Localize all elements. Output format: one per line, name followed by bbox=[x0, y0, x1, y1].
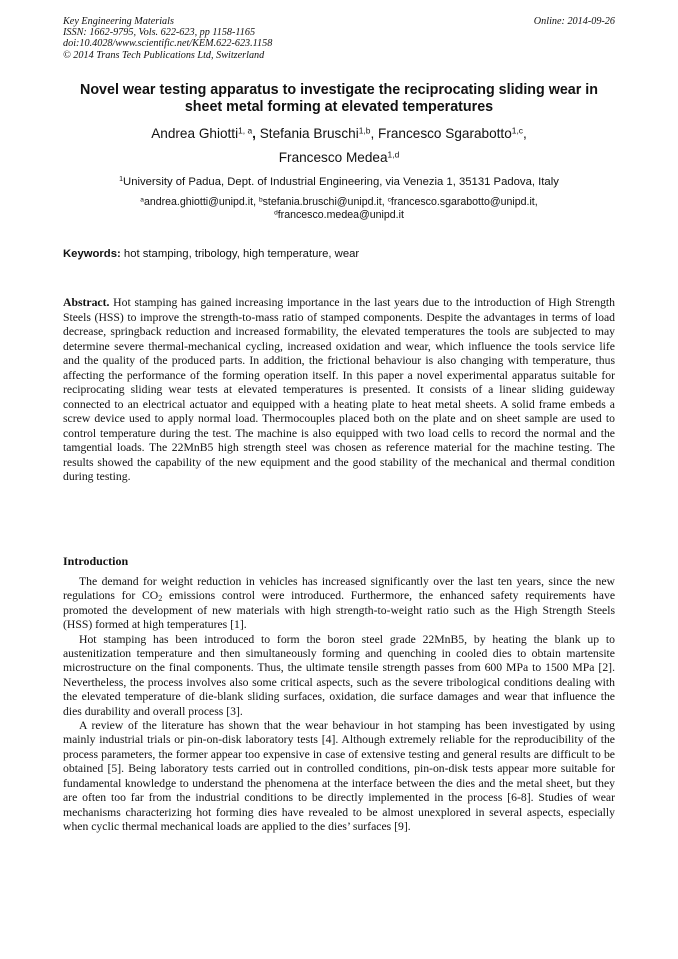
keywords bbox=[63, 247, 615, 261]
author-name: Stefania Bruschi bbox=[259, 126, 359, 141]
email-superscript: b bbox=[258, 196, 263, 204]
author-superscript: 1, a bbox=[238, 125, 253, 136]
keywords-label: Keywords: bbox=[63, 248, 121, 260]
paragraph-text: The demand for weight reduction in vehicles has increased significantly over the last ten years, since the new regulations for CO bbox=[63, 575, 615, 603]
paper-title: Novel wear testing apparatus to investigate the reciprocating sliding wear in sheet metal forming at elevated temperatures bbox=[80, 82, 598, 115]
author-name: Francesco Sgarabotto bbox=[378, 126, 512, 141]
author-superscript: 1,c bbox=[511, 125, 524, 136]
email-superscript: d bbox=[274, 208, 278, 216]
author-superscript: 1,b bbox=[358, 125, 371, 136]
introduction-heading: Introduction bbox=[63, 554, 129, 568]
email-link[interactable]: francesco.sgarabotto@unipd.it bbox=[390, 196, 535, 208]
subscript: 2 bbox=[158, 594, 163, 604]
author-list: Andrea Ghiotti$^{1, a}$, Stefania Bruschi$^{1,b}$, Francesco Sgarabotto$^{1,c}$, Francesco Medea$^{1,d}$ bbox=[151, 125, 527, 165]
email-link[interactable]: francesco.medea@unipd.it bbox=[277, 208, 404, 221]
author-name: Francesco Medea bbox=[278, 150, 388, 165]
affiliation bbox=[63, 175, 615, 189]
journal-name: Key Engineering Materials bbox=[63, 16, 174, 27]
email-link[interactable]: andrea.ghiotti@unipd.it bbox=[143, 196, 254, 208]
email-superscript: a bbox=[140, 196, 144, 204]
copyright-line: © 2014 Trans Tech Publications Ltd, Switzerland bbox=[63, 49, 265, 61]
doi-line: doi:10.4028/www.scientific.net/KEM.622-623.1158 bbox=[63, 38, 273, 50]
paragraph: A review of the literature has shown that the wear behaviour in hot stamping has been investigated by using mainly industrial trials or pin-on-disk laboratory tests [4]. Although extremely reliable for the reproducibility of the process parameters, the former appear too expensive in case of extensive testing and general results are difficult to be obtained [5]. Being laboratory tests carried out in controlled conditions, pin-on-disk tests appear more suitable for fundamental knowledge to understand the phenomena at the interface between the dies and the metal sheet, but they are often too far from the industrial conditions to be directly implemented in the process [6-8]. Studies of wear mechanisms characterizing hot forming dies have revealed to be almost unexplored in several aspects, especially when cyclic thermal mechanical loads are applied to the dies’ surfaces [9]. bbox=[63, 719, 615, 833]
affiliation-superscript: 1 bbox=[119, 176, 124, 184]
email-link[interactable]: stefania.bruschi@unipd.it bbox=[262, 196, 382, 208]
issn-line: ISSN: 1662-9795, Vols. 622-623, pp 1158-1165 bbox=[63, 27, 256, 39]
email-superscript: c bbox=[387, 196, 391, 204]
author-emails: $^a$andrea.ghiotti@unipd.it, $^b$stefania.bruschi@unipd.it, $^c$francesco.sgarabotto@unipd.it, $^d$francesco.medea@unipd.it bbox=[140, 196, 538, 221]
journal-header bbox=[63, 16, 615, 61]
affiliation-text: University of Padua, Dept. of Industrial Engineering, via Venezia 1, 35131 Padova, Italy bbox=[123, 176, 559, 188]
abstract-text: Hot stamping has gained increasing importance in the last years due to the introduction of High Strength Steels (HSS) to improve the strength-to-mass ratio of stamped components. Despite the advantages in terms of load decrease, springback reduction and increased formability, the elevated temperatures the tools are subjected to may determine severe thermal-mechanical cycling, increased oxidation and wear, which influence the tools service life and the quality of the produced parts. In addition, the frictional behaviour is also changing with temperature, thus affecting the performance of the forming operation itself. In this paper a novel experimental apparatus suitable for reciprocating sliding wear tests at elevated temperatures is presented. It consists of a linear sliding guideway connected to an electrical actuator and equipped with a heating plate to heat metal sheets. A solid frame embeds a screw device used to apply normal load. Thermocouples placed both on the plate and on sheet sample are used to control temperature during the test. The machine is also equipped with two load cells to record the normal and the tamgential loads. The 22MnB5 high strength steel was chosen as reference material for the machine testing. The results showed the capability of the new equipment and the good stability of the mechanical and thermal condition during testing. bbox=[63, 296, 616, 483]
author-name: Andrea Ghiotti bbox=[151, 126, 239, 141]
paragraph bbox=[63, 575, 615, 633]
author-superscript: 1,d bbox=[387, 149, 400, 160]
online-date: Online: 2014-09-26 bbox=[533, 16, 615, 27]
paragraph: Hot stamping has been introduced to form the boron steel grade 22MnB5, by heating the blank up to austenitization temperature and then simultaneously forming and quenching in cooled dies to obtain martensite microstructure on the final components. Thus, the ultimate tensile strength passes from 600 MPa to 1500 MPa [2]. Nevertheless, the process involves also some critical aspects, such as the severe tribological conditions dealing with the elevated temperature of die-blank sliding surfaces, oxidation, die surface damages and wear that influence the dies durability and overall process [3]. bbox=[63, 632, 615, 718]
keywords-text: hot stamping, tribology, high temperature, wear bbox=[123, 248, 360, 260]
paragraph-text: emissions control were introduced. Furthermore, the enhanced safety requirements have promoted the development of new materials with high strength-to-weight ratio such as the High Strength Steels (HSS) formed at high temperatures [1]. bbox=[63, 589, 616, 632]
introduction-body bbox=[63, 575, 615, 834]
abstract bbox=[63, 296, 615, 485]
abstract-label: Abstract. bbox=[63, 296, 110, 309]
